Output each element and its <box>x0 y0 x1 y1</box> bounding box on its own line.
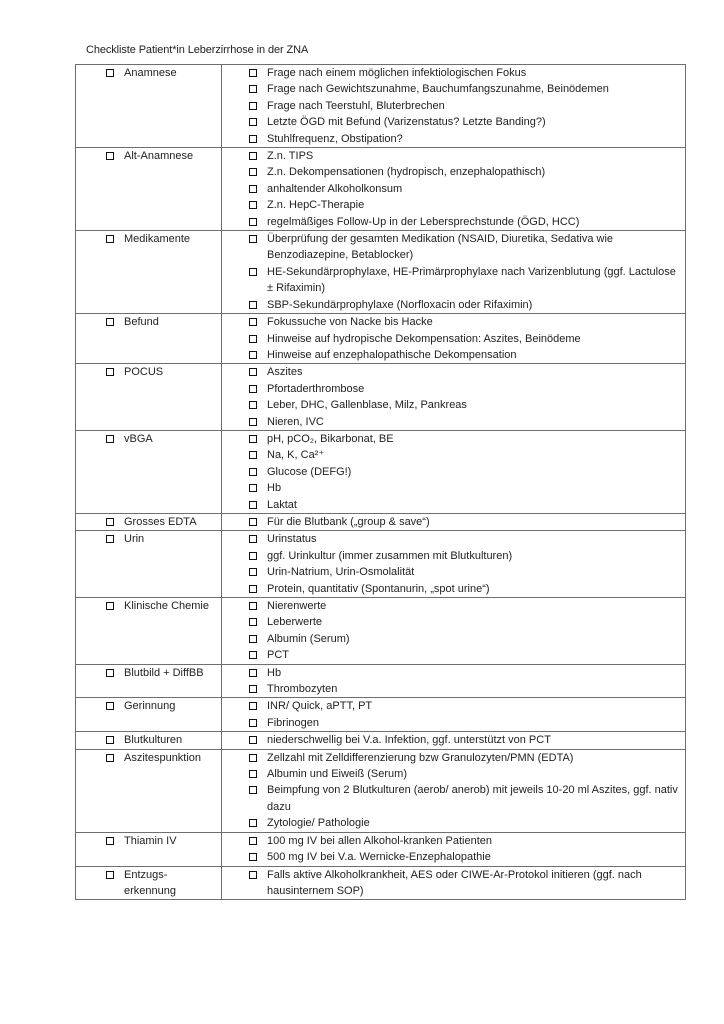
items-cell <box>222 598 686 665</box>
item-checkbox[interactable] <box>249 301 257 309</box>
category-checkbox[interactable] <box>106 435 114 443</box>
item-label: Hinweise auf enzephalopathische Dekompensation <box>267 348 517 361</box>
item-label: Hb <box>267 666 282 679</box>
item-label: Leber, DHC, Gallenblase, Milz, Pankreas <box>267 399 467 412</box>
item-label: Leberwerte <box>267 616 323 629</box>
category-label: Befund <box>124 316 159 329</box>
checklist-row <box>76 732 686 749</box>
category-checkbox[interactable] <box>106 535 114 543</box>
item-label: Z.n. HepC-Therapie <box>267 199 365 212</box>
item-label: Zellzahl mit Zelldifferenzierung bzw Granulozyten/PMN (EDTA) <box>267 751 574 764</box>
checklist-item <box>222 564 685 580</box>
item-checkbox[interactable] <box>249 118 257 126</box>
items-cell <box>222 832 686 866</box>
item-checkbox[interactable] <box>249 201 257 209</box>
items-list <box>222 750 685 832</box>
checklist-item <box>222 548 685 564</box>
category-checkbox[interactable] <box>106 518 114 526</box>
category-checkbox[interactable] <box>106 736 114 744</box>
checklist-item <box>222 514 685 530</box>
item-label: Falls aktive Alkoholkrankheit, AES oder CIWE-Ar-Protokol initieren (ggf. nach hausinternem SOP) <box>267 868 642 897</box>
items-cell <box>222 65 686 148</box>
checklist-item <box>222 698 685 714</box>
category-label: Alt-Anamnese <box>124 150 194 163</box>
category-label: Anamnese <box>124 67 177 79</box>
item-checkbox[interactable] <box>249 853 257 861</box>
item-label: regelmäßiges Follow-Up in der Lebersprechstunde (ÖGD, HCC) <box>267 215 580 228</box>
checklist-item <box>222 231 685 264</box>
checklist-row <box>76 148 686 231</box>
checklist-item <box>222 833 685 849</box>
item-checkbox[interactable] <box>249 618 257 626</box>
item-checkbox[interactable] <box>249 468 257 476</box>
checklist-item <box>222 414 685 430</box>
category-cell <box>76 364 222 431</box>
checklist-item <box>222 65 685 81</box>
item-checkbox[interactable] <box>249 568 257 576</box>
item-checkbox[interactable] <box>249 268 257 276</box>
checklist-item <box>222 614 685 630</box>
items-list <box>222 65 685 147</box>
category-checkbox[interactable] <box>106 368 114 376</box>
items-list <box>222 598 685 664</box>
checklist-item <box>222 81 685 97</box>
category-cell <box>76 531 222 598</box>
item-label: pH, pCO₂, Bikarbonat, BE <box>267 432 394 445</box>
items-cell <box>222 866 686 900</box>
checklist-item <box>222 715 685 731</box>
checklist-item <box>222 98 685 114</box>
item-label: Protein, quantitativ (Spontanurin, „spot urine“) <box>267 582 490 595</box>
category-checkbox[interactable] <box>106 318 114 326</box>
checklist-item <box>222 497 685 513</box>
category-label: Gerinnung <box>124 700 176 713</box>
category-cell <box>76 231 222 314</box>
items-list <box>222 148 685 230</box>
items-list <box>222 431 685 513</box>
item-checkbox[interactable] <box>249 871 257 879</box>
item-checkbox[interactable] <box>249 518 257 526</box>
category-checkbox[interactable] <box>106 602 114 610</box>
category-cell <box>76 65 222 148</box>
item-label: Z.n. Dekompensationen (hydropisch, enzephalopathisch) <box>267 166 546 179</box>
category-cell <box>76 866 222 900</box>
category-label: Grosses EDTA <box>124 515 197 528</box>
checklist-row <box>76 513 686 530</box>
item-checkbox[interactable] <box>249 786 257 794</box>
item-label: HE-Sekundärprophylaxe, HE-Primärprophylaxe nach Varizenblutung (ggf. Lactulose ± Rifaximin) <box>267 265 676 295</box>
item-label: Urinstatus <box>267 533 317 546</box>
item-checkbox[interactable] <box>249 702 257 710</box>
item-checkbox[interactable] <box>249 69 257 77</box>
items-list <box>222 867 685 900</box>
items-cell <box>222 513 686 530</box>
checklist-item <box>222 782 685 815</box>
category-cell <box>76 148 222 231</box>
item-checkbox[interactable] <box>249 602 257 610</box>
checklist-body <box>76 65 686 900</box>
item-label: Überprüfung der gesamten Medikation (NSAID, Diuretika, Sedativa wie Benzodiazepine, Betablocker) <box>267 233 614 262</box>
item-checkbox[interactable] <box>249 368 257 376</box>
item-label: Zytologie/ Pathologie <box>267 817 370 830</box>
category-label: Medikamente <box>124 233 191 246</box>
item-checkbox[interactable] <box>249 318 257 326</box>
item-label: Letzte ÖGD mit Befund (Varizenstatus? Letzte Banding?) <box>267 116 546 129</box>
checklist-item <box>222 647 685 663</box>
item-label: Glucose (DEFG!) <box>267 465 352 478</box>
item-checkbox[interactable] <box>249 451 257 459</box>
items-cell <box>222 664 686 698</box>
item-checkbox[interactable] <box>249 185 257 193</box>
items-cell <box>222 749 686 832</box>
checklist-item <box>222 750 685 766</box>
checklist-row <box>76 531 686 598</box>
category-checkbox[interactable] <box>106 235 114 243</box>
items-list <box>222 514 685 530</box>
item-label: SBP-Sekundärprophylaxe (Norfloxacin oder Rifaximin) <box>267 298 533 311</box>
checklist-item <box>222 164 685 180</box>
item-checkbox[interactable] <box>249 651 257 659</box>
item-label: Fokussuche von Nacke bis Hacke <box>267 316 433 329</box>
item-checkbox[interactable] <box>249 152 257 160</box>
checklist-item <box>222 732 685 748</box>
checklist-item <box>222 849 685 865</box>
item-checkbox[interactable] <box>249 168 257 176</box>
checklist-item <box>222 181 685 197</box>
checklist-row <box>76 65 686 148</box>
items-cell <box>222 231 686 314</box>
items-list <box>222 833 685 866</box>
category-label: Aszitespunktion <box>124 751 202 764</box>
category-cell <box>76 732 222 749</box>
checklist-item <box>222 480 685 496</box>
checklist-item <box>222 531 685 547</box>
items-list <box>222 314 685 363</box>
checklist-item <box>222 867 685 900</box>
checklist-item <box>222 381 685 397</box>
checklist-row <box>76 698 686 732</box>
item-checkbox[interactable] <box>249 85 257 93</box>
item-checkbox[interactable] <box>249 351 257 359</box>
checklist-item <box>222 297 685 313</box>
checklist-item <box>222 581 685 597</box>
item-label: PCT <box>267 649 289 662</box>
item-label: 500 mg IV bei V.a. Wernicke-Enzephalopathie <box>267 851 491 864</box>
document-title: Checkliste Patient*in Leberzirrhose in der ZNA <box>86 44 309 56</box>
checklist-item <box>222 114 685 130</box>
item-label: Nierenwerte <box>267 600 327 612</box>
item-label: Fibrinogen <box>267 716 319 729</box>
category-checkbox[interactable] <box>106 754 114 762</box>
checklist-item <box>222 681 685 697</box>
category-checkbox[interactable] <box>106 669 114 677</box>
category-cell <box>76 664 222 698</box>
item-checkbox[interactable] <box>249 719 257 727</box>
item-label: Frage nach Teerstuhl, Bluterbrechen <box>267 99 445 112</box>
category-label: POCUS <box>124 366 164 379</box>
category-cell <box>76 749 222 832</box>
checklist-row <box>76 430 686 513</box>
category-label: vBGA <box>124 432 153 445</box>
item-checkbox[interactable] <box>249 501 257 509</box>
checklist-item <box>222 665 685 681</box>
item-label: Thrombozyten <box>267 683 338 696</box>
item-checkbox[interactable] <box>249 837 257 845</box>
items-cell <box>222 430 686 513</box>
item-label: Hinweise auf hydropische Dekompensation: Aszites, Beinödeme <box>267 332 581 345</box>
category-checkbox[interactable] <box>106 837 114 845</box>
item-checkbox[interactable] <box>249 235 257 243</box>
checklist-item <box>222 264 685 297</box>
item-label: anhaltender Alkoholkonsum <box>267 182 403 195</box>
items-list <box>222 732 685 748</box>
checklist-item <box>222 431 685 447</box>
item-checkbox[interactable] <box>249 135 257 143</box>
item-checkbox[interactable] <box>249 435 257 443</box>
checklist-item <box>222 331 685 347</box>
category-label: Urin <box>124 533 145 546</box>
item-label: Nieren, IVC <box>267 415 324 428</box>
item-checkbox[interactable] <box>249 754 257 762</box>
item-label: Frage nach Gewichtszunahme, Bauchumfangszunahme, Beinödemen <box>267 83 609 96</box>
items-cell <box>222 732 686 749</box>
checklist-row <box>76 364 686 431</box>
checklist-item <box>222 447 685 463</box>
item-label: ggf. Urinkultur (immer zusammen mit Blutkulturen) <box>267 549 513 562</box>
item-label: Pfortaderthrombose <box>267 382 365 395</box>
item-checkbox[interactable] <box>249 401 257 409</box>
item-label: Z.n. TIPS <box>267 150 314 163</box>
item-label: 100 mg IV bei allen Alkohol-kranken Patienten <box>267 834 493 847</box>
checklist-item <box>222 397 685 413</box>
item-checkbox[interactable] <box>249 685 257 693</box>
item-checkbox[interactable] <box>249 102 257 110</box>
items-cell <box>222 698 686 732</box>
checklist-item <box>222 631 685 647</box>
category-label: Blutkulturen <box>124 734 183 747</box>
item-checkbox[interactable] <box>249 535 257 543</box>
items-cell <box>222 364 686 431</box>
checklist-item <box>222 464 685 480</box>
checklist-item <box>222 214 685 230</box>
item-checkbox[interactable] <box>249 385 257 393</box>
category-cell <box>76 598 222 665</box>
item-checkbox[interactable] <box>249 418 257 426</box>
item-label: Urin-Natrium, Urin-Osmolalität <box>267 566 415 579</box>
item-checkbox[interactable] <box>249 552 257 560</box>
checklist-item <box>222 815 685 831</box>
checklist-row <box>76 231 686 314</box>
items-cell <box>222 148 686 231</box>
category-cell <box>76 513 222 530</box>
category-label: Blutbild + DiffBB <box>124 666 204 679</box>
item-checkbox[interactable] <box>249 770 257 778</box>
items-list <box>222 698 685 731</box>
category-checkbox[interactable] <box>106 702 114 710</box>
item-checkbox[interactable] <box>249 585 257 593</box>
category-label: Klinische Chemie <box>124 600 209 612</box>
category-label: Entzugs-erkennung <box>124 868 176 897</box>
item-label: Hb <box>267 482 282 495</box>
item-label: Laktat <box>267 498 297 511</box>
items-cell <box>222 531 686 598</box>
item-label: niederschwellig bei V.a. Infektion, ggf. unterstützt von PCT <box>267 734 551 747</box>
category-cell <box>76 314 222 364</box>
items-list <box>222 231 685 313</box>
category-cell <box>76 832 222 866</box>
checklist-item <box>222 148 685 164</box>
item-label: Für die Blutbank („group & save“) <box>267 515 430 528</box>
category-checkbox[interactable] <box>106 69 114 77</box>
items-cell <box>222 314 686 364</box>
item-label: INR/ Quick, aPTT, PT <box>267 700 373 713</box>
item-checkbox[interactable] <box>249 736 257 744</box>
category-checkbox[interactable] <box>106 871 114 879</box>
checklist-item <box>222 131 685 147</box>
item-checkbox[interactable] <box>249 819 257 827</box>
checklist-item <box>222 314 685 330</box>
items-list <box>222 531 685 597</box>
checklist-row <box>76 314 686 364</box>
item-label: Frage nach einem möglichen infektiologischen Fokus <box>267 67 527 79</box>
checklist-row <box>76 749 686 832</box>
checklist-item <box>222 598 685 614</box>
item-checkbox[interactable] <box>249 669 257 677</box>
checklist-row <box>76 664 686 698</box>
item-label: Beimpfung von 2 Blutkulturen (aerob/ anerob) mit jeweils 10-20 ml Aszites, ggf. nativ dazu <box>267 784 678 813</box>
checklist-table <box>75 64 686 900</box>
items-list <box>222 364 685 430</box>
item-label: Na, K, Ca²⁺ <box>267 449 325 462</box>
category-checkbox[interactable] <box>106 152 114 160</box>
item-label: Albumin (Serum) <box>267 632 350 645</box>
checklist-item <box>222 766 685 782</box>
item-checkbox[interactable] <box>249 335 257 343</box>
checklist-row <box>76 598 686 665</box>
item-checkbox[interactable] <box>249 218 257 226</box>
category-label: Thiamin IV <box>124 834 177 847</box>
item-label: Stuhlfrequenz, Obstipation? <box>267 132 403 145</box>
item-checkbox[interactable] <box>249 484 257 492</box>
checklist-row <box>76 866 686 900</box>
checklist-row <box>76 832 686 866</box>
checklist-item <box>222 197 685 213</box>
checklist-item <box>222 347 685 363</box>
category-cell <box>76 698 222 732</box>
item-label: Aszites <box>267 366 303 379</box>
item-checkbox[interactable] <box>249 635 257 643</box>
items-list <box>222 665 685 698</box>
category-cell <box>76 430 222 513</box>
item-label: Albumin und Eiweiß (Serum) <box>267 768 407 781</box>
checklist-item <box>222 364 685 380</box>
